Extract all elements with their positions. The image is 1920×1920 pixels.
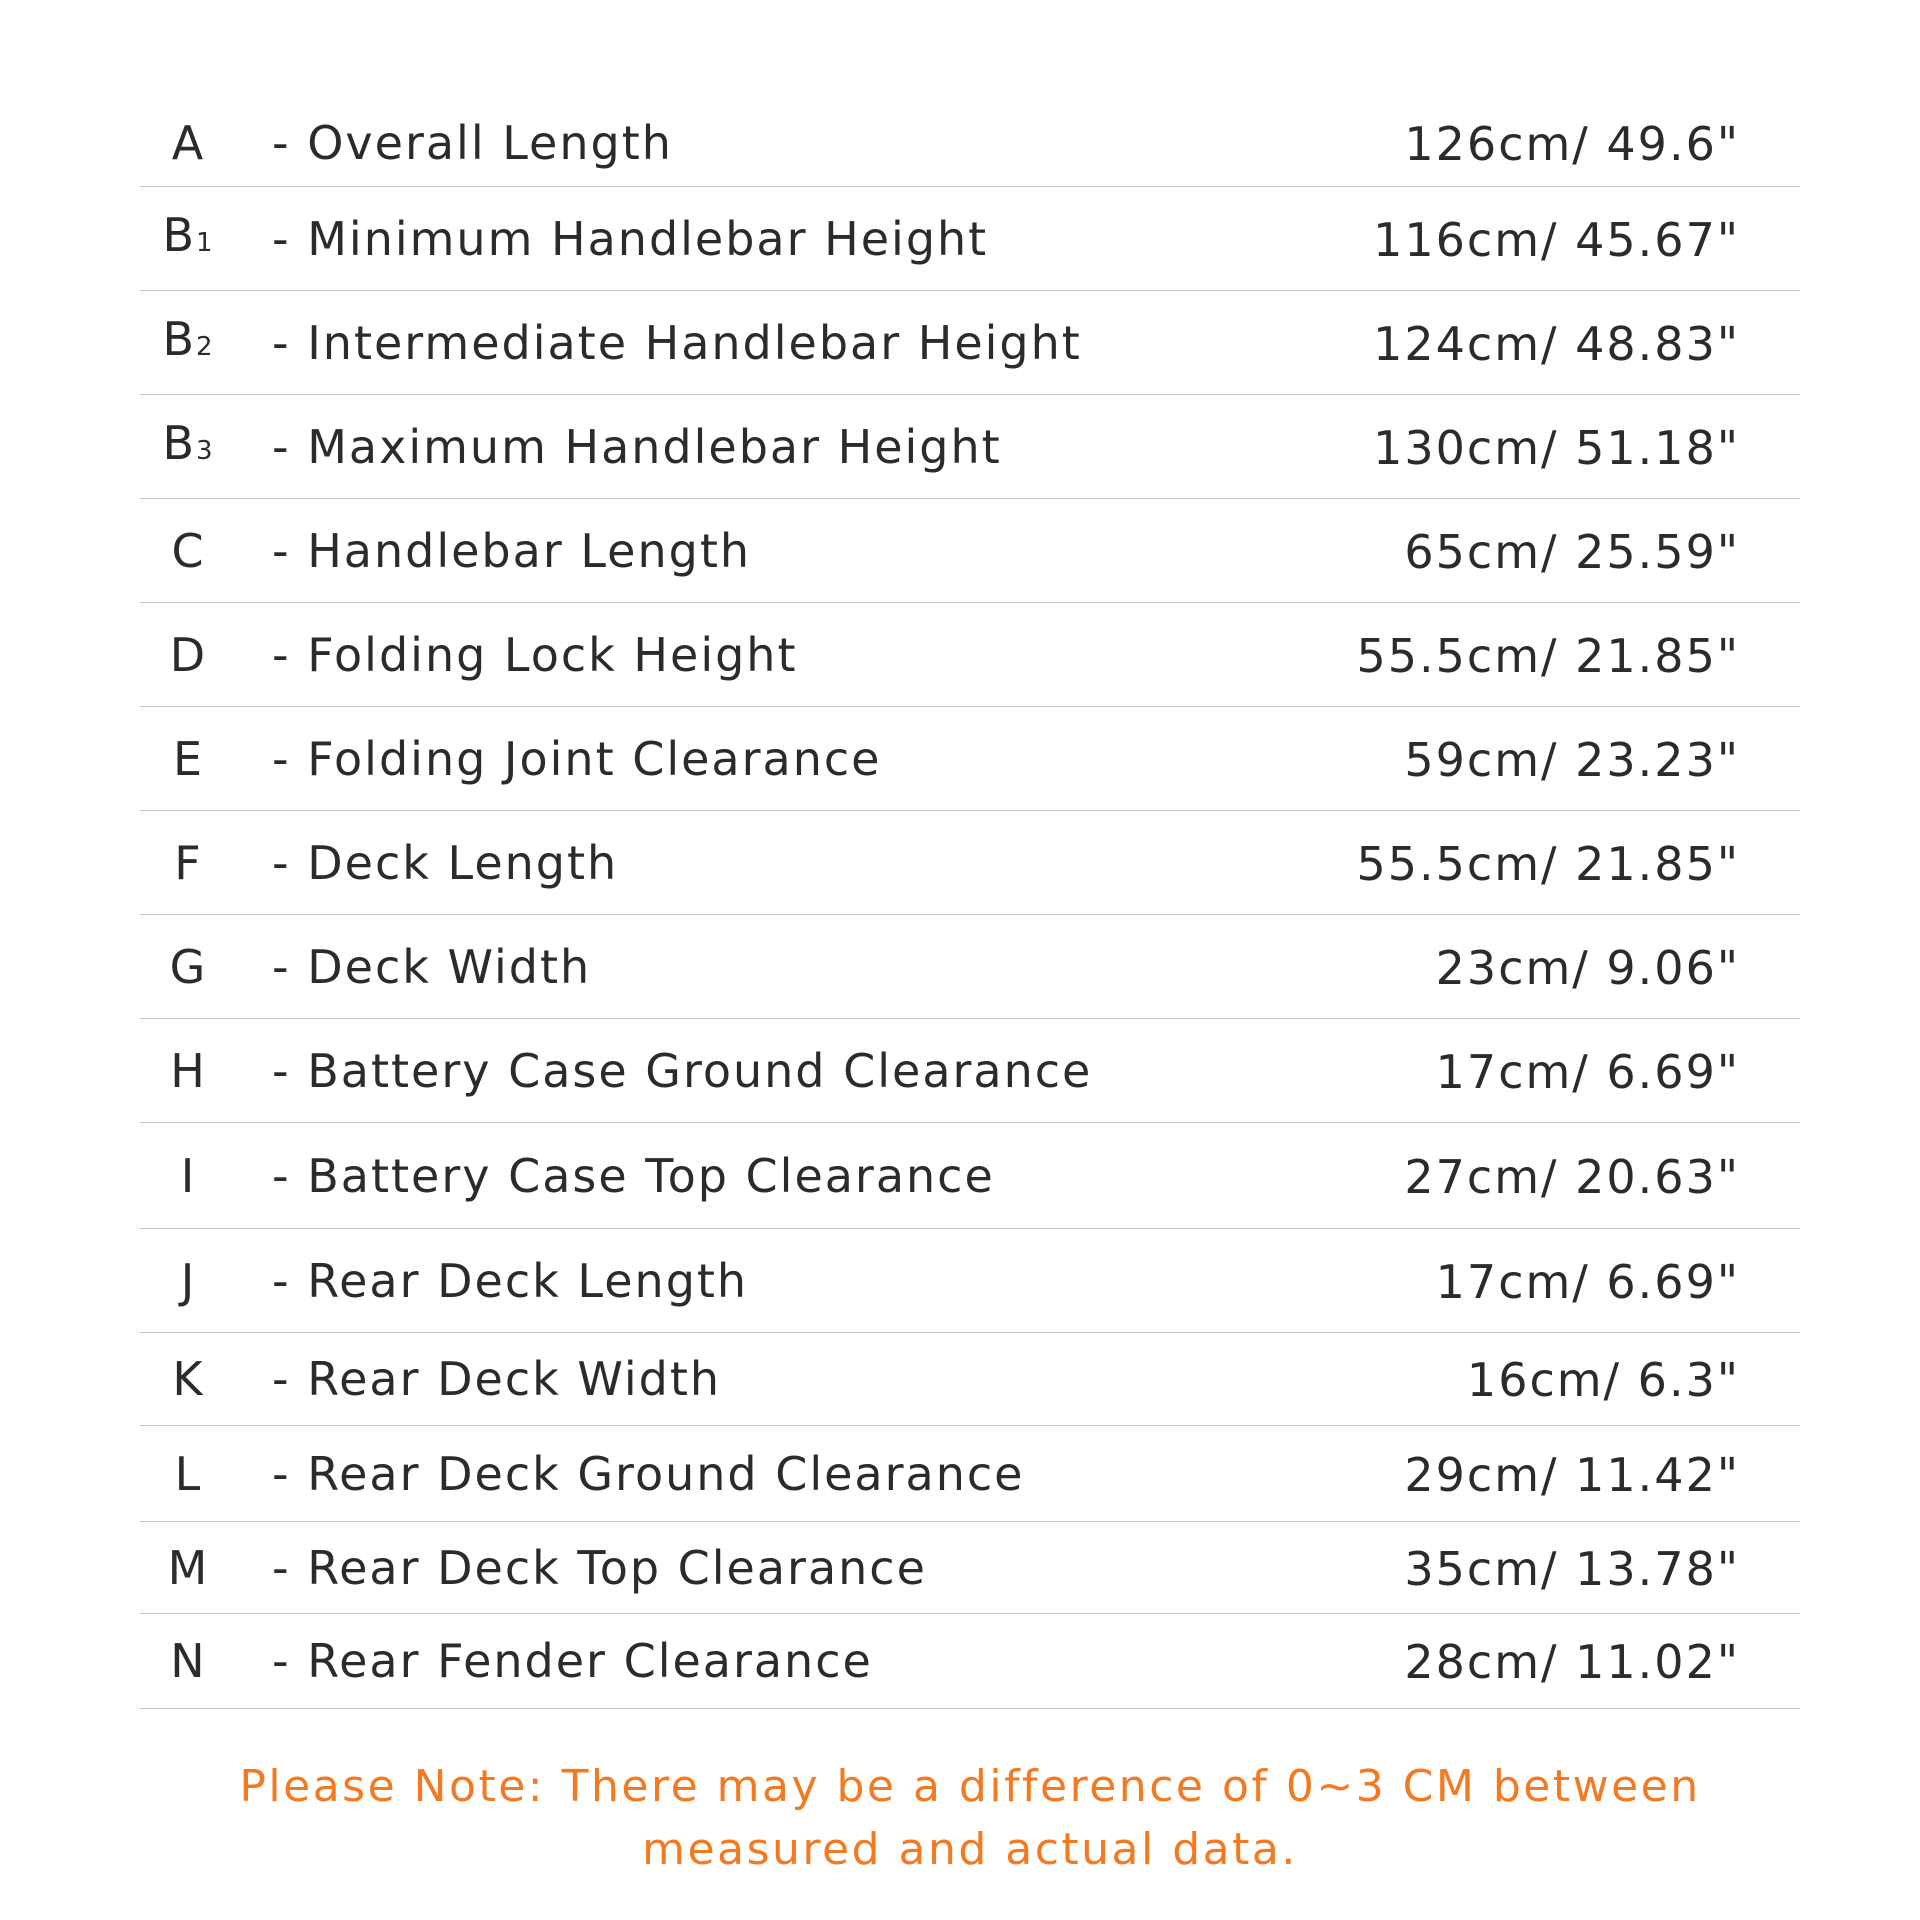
note-line-2: measured and actual data. bbox=[642, 1824, 1298, 1875]
spec-name: - Minimum Handlebar Height bbox=[272, 211, 989, 266]
spec-letter bbox=[140, 1538, 236, 1598]
spec-name: - Deck Length bbox=[272, 835, 619, 890]
spec-row bbox=[140, 395, 1800, 499]
spec-letter bbox=[140, 729, 236, 789]
spec-letter bbox=[140, 309, 236, 377]
spec-letter-main: H bbox=[170, 1043, 206, 1098]
spec-name: - Folding Lock Height bbox=[272, 627, 798, 682]
spec-letter bbox=[140, 937, 236, 997]
spec-letter-main: E bbox=[172, 731, 204, 786]
spec-name: - Rear Deck Length bbox=[272, 1253, 749, 1308]
spec-row bbox=[140, 100, 1800, 187]
spec-value: 126cm/ 49.6" bbox=[1404, 117, 1740, 172]
spec-value: 17cm/ 6.69" bbox=[1435, 1254, 1740, 1309]
spec-value: 35cm/ 13.78" bbox=[1404, 1541, 1740, 1596]
spec-letter bbox=[140, 625, 236, 685]
spec-value: 17cm/ 6.69" bbox=[1435, 1044, 1740, 1099]
spec-value: 65cm/ 25.59" bbox=[1404, 524, 1740, 579]
spec-letter-main: D bbox=[169, 627, 207, 682]
spec-row bbox=[140, 707, 1800, 811]
spec-letter bbox=[140, 1444, 236, 1504]
spec-letter-main: B bbox=[162, 311, 195, 366]
spec-row bbox=[140, 1123, 1800, 1229]
spec-name: - Overall Length bbox=[272, 116, 673, 170]
spec-row bbox=[140, 1333, 1800, 1426]
spec-letter-main: I bbox=[180, 1148, 196, 1203]
spec-name: - Rear Fender Clearance bbox=[272, 1634, 873, 1688]
spec-name: - Folding Joint Clearance bbox=[272, 731, 882, 786]
spec-name: - Rear Deck Top Clearance bbox=[272, 1540, 927, 1595]
spec-name: - Intermediate Handlebar Height bbox=[272, 315, 1082, 370]
spec-row bbox=[140, 1019, 1800, 1123]
spec-name: - Rear Deck Width bbox=[272, 1352, 722, 1406]
spec-letter-main: M bbox=[167, 1540, 209, 1595]
note-line-1: Please Note: There may be a difference of 0~3 CM between bbox=[239, 1761, 1701, 1812]
spec-row bbox=[140, 499, 1800, 603]
spec-table bbox=[140, 100, 1800, 1709]
spec-row bbox=[140, 1522, 1800, 1614]
spec-letter bbox=[140, 1041, 236, 1101]
spec-value: 124cm/ 48.83" bbox=[1373, 316, 1740, 371]
spec-row bbox=[140, 603, 1800, 707]
spec-letter bbox=[140, 1146, 236, 1206]
spec-letter-main: C bbox=[171, 523, 205, 578]
spec-name: - Deck Width bbox=[272, 939, 592, 994]
spec-value: 27cm/ 20.63" bbox=[1404, 1149, 1740, 1204]
spec-name: - Maximum Handlebar Height bbox=[272, 419, 1002, 474]
spec-letter-main: L bbox=[174, 1446, 202, 1501]
spec-letter bbox=[140, 113, 236, 173]
spec-name: - Handlebar Length bbox=[272, 523, 752, 578]
spec-row bbox=[140, 811, 1800, 915]
spec-letter-main: G bbox=[169, 939, 207, 994]
spec-value: 28cm/ 11.02" bbox=[1404, 1635, 1740, 1690]
spec-letter-main: K bbox=[172, 1352, 204, 1406]
spec-letter-main: B bbox=[162, 415, 195, 470]
spec-letter bbox=[140, 1349, 236, 1409]
spec-value: 130cm/ 51.18" bbox=[1373, 420, 1740, 475]
spec-letter-main: F bbox=[174, 835, 202, 890]
spec-value: 55.5cm/ 21.85" bbox=[1356, 836, 1740, 891]
spec-name: - Battery Case Ground Clearance bbox=[272, 1043, 1093, 1098]
spec-row bbox=[140, 291, 1800, 395]
spec-letter-main: A bbox=[171, 116, 205, 170]
spec-letter bbox=[140, 205, 236, 273]
spec-row bbox=[140, 1426, 1800, 1522]
spec-letter bbox=[140, 1251, 236, 1311]
spec-row bbox=[140, 1614, 1800, 1709]
spec-letter-main: N bbox=[170, 1634, 206, 1688]
spec-value: 29cm/ 11.42" bbox=[1404, 1447, 1740, 1502]
spec-value: 116cm/ 45.67" bbox=[1373, 212, 1740, 267]
spec-letter bbox=[140, 521, 236, 581]
spec-letter-main: B bbox=[162, 207, 195, 262]
spec-name: - Battery Case Top Clearance bbox=[272, 1148, 995, 1203]
spec-letter-subscript: 1 bbox=[196, 227, 214, 258]
spec-letter bbox=[140, 1631, 236, 1691]
spec-value: 55.5cm/ 21.85" bbox=[1356, 628, 1740, 683]
spec-row bbox=[140, 187, 1800, 291]
spec-letter-subscript: 3 bbox=[196, 435, 214, 466]
spec-row bbox=[140, 915, 1800, 1019]
spec-letter-subscript: 2 bbox=[196, 331, 214, 362]
measurement-note bbox=[140, 1755, 1800, 1881]
spec-row bbox=[140, 1229, 1800, 1333]
spec-name: - Rear Deck Ground Clearance bbox=[272, 1446, 1025, 1501]
spec-value: 59cm/ 23.23" bbox=[1404, 732, 1740, 787]
spec-value: 16cm/ 6.3" bbox=[1466, 1353, 1740, 1408]
spec-letter-main: J bbox=[180, 1253, 196, 1308]
spec-letter bbox=[140, 833, 236, 893]
spec-value: 23cm/ 9.06" bbox=[1435, 940, 1740, 995]
spec-letter bbox=[140, 413, 236, 481]
